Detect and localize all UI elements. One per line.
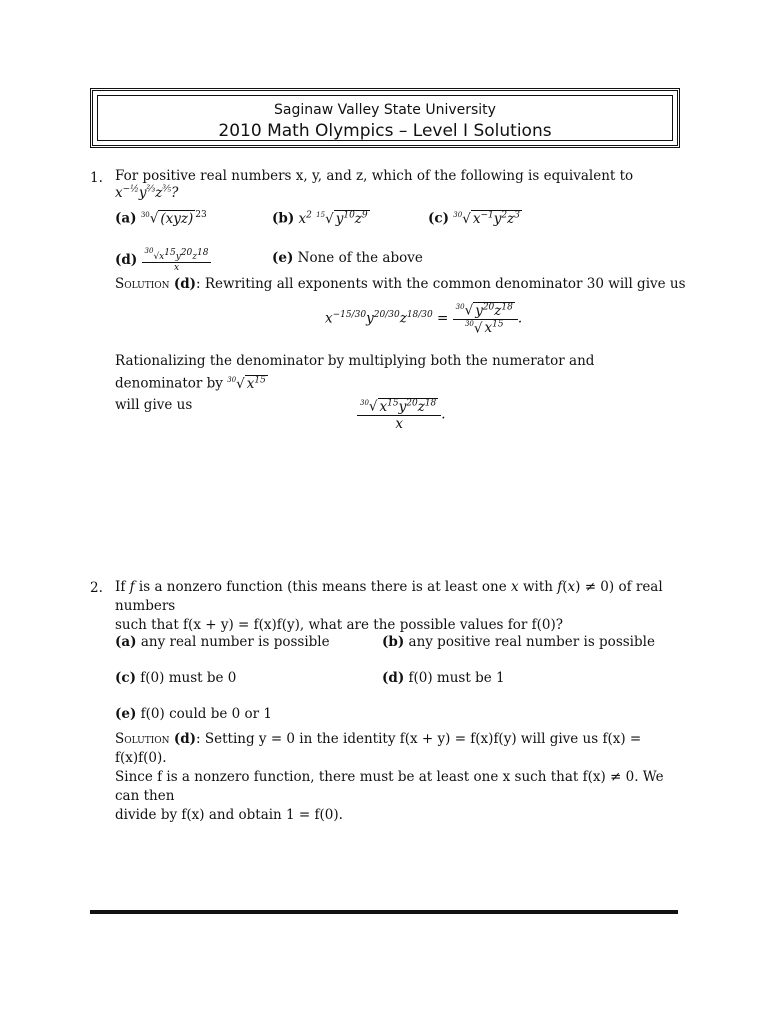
question-1-prompt-text: For positive real numbers x, y, and z, which of the following is equivalent to [115,168,634,184]
footer-rule [90,910,678,914]
q1-solution-label: Solution [115,276,170,292]
q1-solution-text-block: Rationalizing the denominator by multiplying both the numerator and denominator by $^{30}$√ $x^{15}$ will give us [115,352,685,415]
q2-prompt-line2: such that f(x + y) = f(x)f(y), what are the possible values for f(0)? [115,617,563,633]
q1-option-b-math: $x^2$ $^{15}$√ $y^{10}z^9$ [298,210,368,227]
q1-option-d-label: (d) [115,252,138,268]
q1-option-a-label: (a) [115,210,137,227]
q1-solution-line [115,276,686,292]
q2-solution-block [115,730,685,825]
q1-solution-equation-2: $\frac{^{30}√ x^{15}y^{20}z^{18}}{x}$ . [357,398,446,432]
q2-solution-line2: Since f is a nonzero function, there must be at least one x such that f(x) ≠ 0. We can then [115,769,664,804]
q1-option-a-math: $^{30}$√ (xyz) $^{23}$ [140,210,207,227]
q2-option-b-label: (b) [382,634,405,650]
q2-option-a [115,634,330,650]
q1-option-b [272,210,370,227]
q2-solution-line1: : Setting y = 0 in the identity f(x + y) = f(x)f(y) will give us f(x) = f(x)f(0). [115,731,642,766]
page-title: 2010 Math Olympics – Level I Solutions [218,121,552,141]
q2-option-b-text: any positive real number is possible [408,634,655,650]
q2-prompt-line1: is a nonzero function (this means there is at least one [138,579,507,595]
q2-option-e [115,706,272,722]
q2-option-d [382,670,505,686]
q1-option-b-label: (b) [272,210,295,227]
q1-option-c-label: (c) [428,210,449,227]
question-2-prompt: If f is a nonzero function (this means there is at least one x with f(x) ≠ 0) of real numbers such that f(x + y) = f(x)f(y), what are the possible values for f(0)? [115,578,685,635]
q2-option-a-label: (a) [115,634,137,650]
q2-solution-label: Solution [115,731,170,747]
q2-option-c-label: (c) [115,670,136,686]
q2-option-a-text: any real number is possible [140,634,330,650]
q1-option-e-text: None of the above [297,250,423,266]
q1-option-e [272,250,423,266]
q2-solution-answer: (d) [173,731,197,747]
q2-prompt-line1b: of real numbers [115,579,663,614]
title-inner [97,95,673,141]
question-1-number: 1. [90,170,103,186]
q1-option-c-math: $^{30}$√ $x^{-1}y^2z^3$ [453,210,520,227]
q2-option-e-label: (e) [115,706,137,722]
q1-option-e-label: (e) [272,250,294,266]
q1-option-c [428,210,522,227]
q1-option-d [115,248,211,273]
q2-option-c-text: f(0) must be 0 [140,670,237,686]
q2-option-d-label: (d) [382,670,405,686]
q1-solution-text3: will give us [115,396,193,413]
question-1-prompt [115,168,685,201]
q2-option-c [115,670,236,686]
q1-solution-answer: (d) [173,276,197,292]
question-2-number: 2. [90,580,103,596]
q1-solution-text1: : Rewriting all exponents with the common denominator 30 will give us [196,276,686,292]
university-name: Saginaw Valley State University [274,102,496,118]
q2-option-d-text: f(0) must be 1 [408,670,505,686]
q1-option-a [115,210,207,227]
q2-option-b [382,634,655,650]
q2-solution-line3: divide by f(x) and obtain 1 = f(0). [115,807,343,823]
title-box [90,88,680,148]
q1-solution-equation-1: $x^{-15/30}y^{20/30}z^{18/30}$ = $\frac{^{30}√ y^{20}z^{18}}{^{30}√ x^{15}}$ . [325,302,523,336]
q1-solution-text2: Rationalizing the denominator by multiplying both the numerator and denominator by [115,353,595,392]
question-1-expression: $x^{-\frac{1}{2}}y^{\frac{2}{3}}z^{\frac{3}{5}}$? [115,184,179,201]
q2-option-e-text: f(0) could be 0 or 1 [140,706,272,722]
q1-option-d-math: $\frac{^{30}√x^{15}y^{20}z^{18}}{x}$ [142,248,212,273]
